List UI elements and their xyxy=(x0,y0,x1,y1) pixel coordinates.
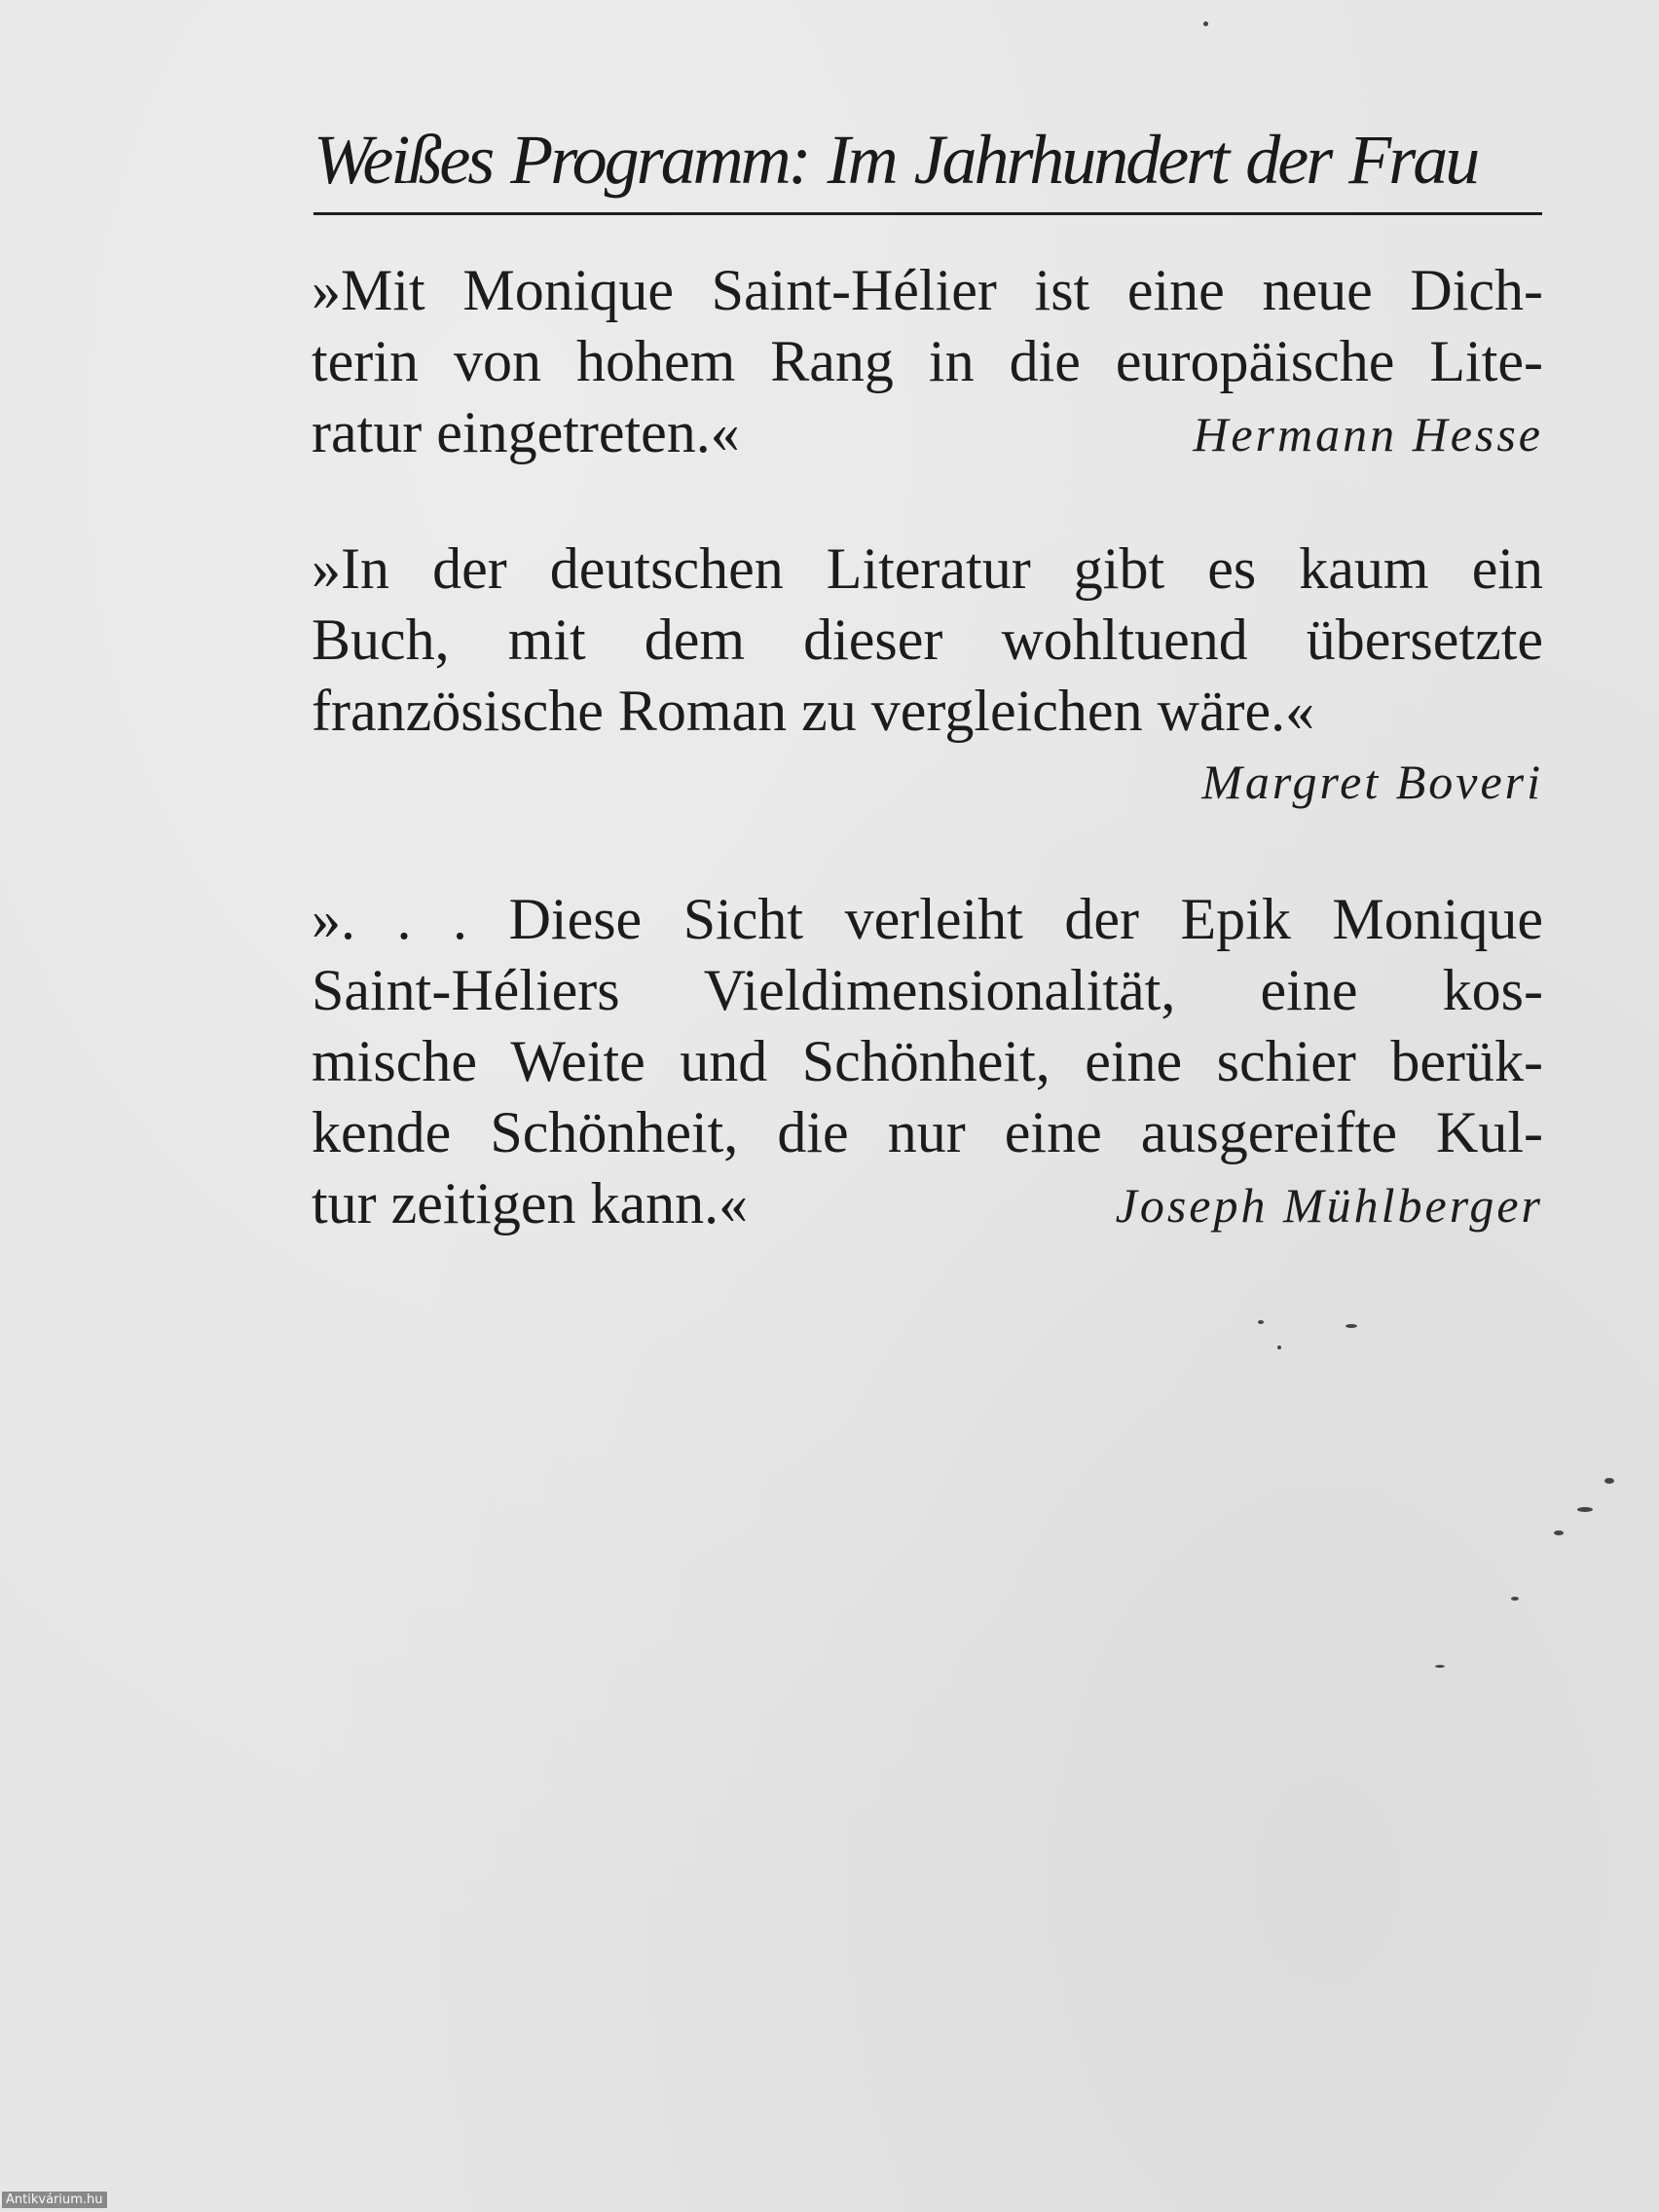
quote-line: Saint-Héliers Vieldimensionalität, eine kos- xyxy=(312,958,1543,1022)
quote-line: kende Schönheit, die nur eine ausgereifte Kul- xyxy=(312,1100,1543,1164)
quote-line: Buch, mit dem dieser wohltuend übersetzte xyxy=(312,608,1543,672)
quote-line: »Mit Monique Saint-Hélier ist eine neue Dich- xyxy=(312,258,1543,322)
paper-speck xyxy=(1258,1320,1264,1324)
quote-last-line xyxy=(312,397,1543,468)
quote-line: »In der deutschen Literatur gibt es kaum ein xyxy=(312,536,1543,601)
quote-line: ratur eingetreten.« xyxy=(312,400,740,464)
paper-speck xyxy=(1554,1530,1564,1535)
quote-author: Joseph Mühlberger xyxy=(1115,1178,1543,1233)
watermark-text: Antikvárium.hu xyxy=(2,2192,107,2208)
paper-speck xyxy=(1435,1665,1445,1668)
quote-line: mische Weite und Schönheit, eine schier berük- xyxy=(312,1029,1543,1093)
quote-hesse xyxy=(312,255,1543,468)
series-title: Weißes Programm: Im Jahrhundert der Frau xyxy=(313,121,1478,199)
quote-last-line xyxy=(312,1168,1543,1239)
quote-line: terin von hohem Rang in die europäische Lite- xyxy=(312,329,1543,393)
quote-author: Margret Boveri xyxy=(1201,755,1543,809)
quote-muehlberger xyxy=(312,884,1543,1239)
paper-speck xyxy=(1346,1324,1357,1328)
paper-speck xyxy=(1277,1346,1281,1349)
paper-speck xyxy=(1577,1507,1593,1512)
paper-speck xyxy=(1203,21,1208,26)
quote-author: Hermann Hesse xyxy=(1193,407,1543,461)
quote-line: französische Roman zu vergleichen wäre.« xyxy=(312,679,1315,743)
paper-speck xyxy=(1604,1478,1614,1484)
quote-line: tur zeitigen kann.« xyxy=(312,1171,749,1235)
quote-line: ». . . Diese Sicht verleiht der Epik Monique xyxy=(312,887,1543,951)
paper-speck xyxy=(1511,1597,1519,1601)
series-header xyxy=(313,97,1542,215)
quote-boveri xyxy=(312,534,1543,818)
